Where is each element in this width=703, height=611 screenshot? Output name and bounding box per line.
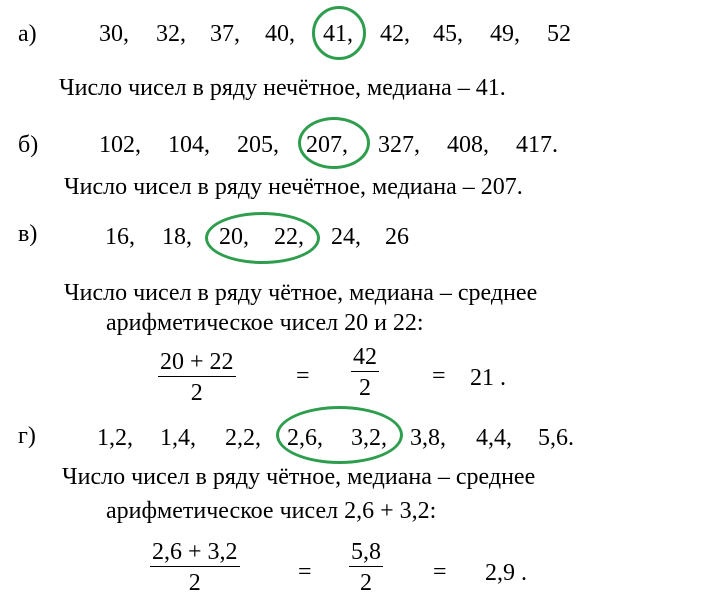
- number-417: 417.: [516, 132, 558, 158]
- fraction-numerator: 42: [353, 344, 377, 370]
- number-16: 16,: [105, 224, 135, 250]
- part-v-fraction-total: [351, 345, 379, 400]
- number-42: 42,: [380, 21, 410, 47]
- median-circle-v: [205, 212, 320, 264]
- part-v-sentence-line1: Число чисел в ряду чётное, медиана – среднее: [64, 280, 538, 306]
- number-5-6: 5,6.: [538, 425, 574, 451]
- number-1-4: 1,4,: [160, 425, 196, 451]
- number-408: 408,: [447, 132, 489, 158]
- number-102: 102,: [99, 132, 141, 158]
- part-v-label: в): [18, 221, 38, 247]
- equals-sign: =: [433, 559, 447, 585]
- number-207: 207,: [306, 132, 348, 158]
- median-circle-a: [312, 6, 366, 60]
- part-g-sentence-line1: Число чисел в ряду чётное, медиана – среднее: [62, 464, 536, 490]
- equals-sign: =: [298, 559, 312, 585]
- median-circle-b: [298, 117, 370, 169]
- part-v-sentence-line2: арифметическое чисел 20 и 22:: [106, 310, 424, 336]
- part-g-sentence-line2: арифметическое чисел 2,6 + 3,2:: [106, 498, 437, 524]
- number-24: 24,: [331, 224, 361, 250]
- number-1-2: 1,2,: [97, 425, 133, 451]
- fraction-denominator: 2: [188, 570, 201, 596]
- part-a-label: а): [18, 21, 37, 47]
- number-20: 20,: [219, 224, 249, 250]
- part-v-fraction-sum: [158, 350, 236, 405]
- number-30: 30,: [99, 21, 129, 47]
- number-40: 40,: [265, 21, 295, 47]
- number-41: 41,: [323, 21, 353, 47]
- part-b-sentence: Число чисел в ряду нечётное, медиана – 207.: [64, 174, 523, 200]
- equals-sign: =: [296, 363, 310, 389]
- number-4-4: 4,4,: [476, 425, 512, 451]
- fraction-denominator: 2: [190, 380, 203, 406]
- median-circle-g: [276, 406, 403, 464]
- part-v-result: 21 .: [470, 365, 506, 391]
- number-26: 26: [385, 224, 409, 250]
- number-104: 104,: [168, 132, 210, 158]
- number-3-8: 3,8,: [410, 425, 446, 451]
- number-2-2: 2,2,: [225, 425, 261, 451]
- fraction-numerator: 5,8: [351, 539, 381, 565]
- number-22: 22,: [274, 224, 304, 250]
- fraction-denominator: 2: [359, 375, 371, 401]
- number-45: 45,: [433, 21, 463, 47]
- fraction-numerator: 2,6 + 3,2: [152, 539, 238, 565]
- number-327: 327,: [378, 132, 420, 158]
- fraction-denominator: 2: [360, 570, 372, 596]
- number-3-2: 3,2,: [351, 425, 387, 451]
- number-37: 37,: [210, 21, 240, 47]
- number-18: 18,: [162, 224, 192, 250]
- part-g-fraction-sum: [150, 540, 240, 595]
- equals-sign: =: [432, 363, 446, 389]
- number-32: 32,: [156, 21, 186, 47]
- number-205: 205,: [237, 132, 279, 158]
- part-g-result: 2,9 .: [485, 560, 527, 586]
- part-g-label: г): [18, 423, 36, 449]
- number-52: 52: [547, 21, 571, 47]
- part-g-fraction-total: [349, 540, 383, 595]
- part-a-sentence: Число чисел в ряду нечётное, медиана – 41.: [59, 75, 506, 101]
- number-2-6: 2,6,: [287, 425, 323, 451]
- number-49: 49,: [490, 21, 520, 47]
- part-b-label: б): [18, 132, 39, 158]
- fraction-numerator: 20 + 22: [160, 349, 234, 375]
